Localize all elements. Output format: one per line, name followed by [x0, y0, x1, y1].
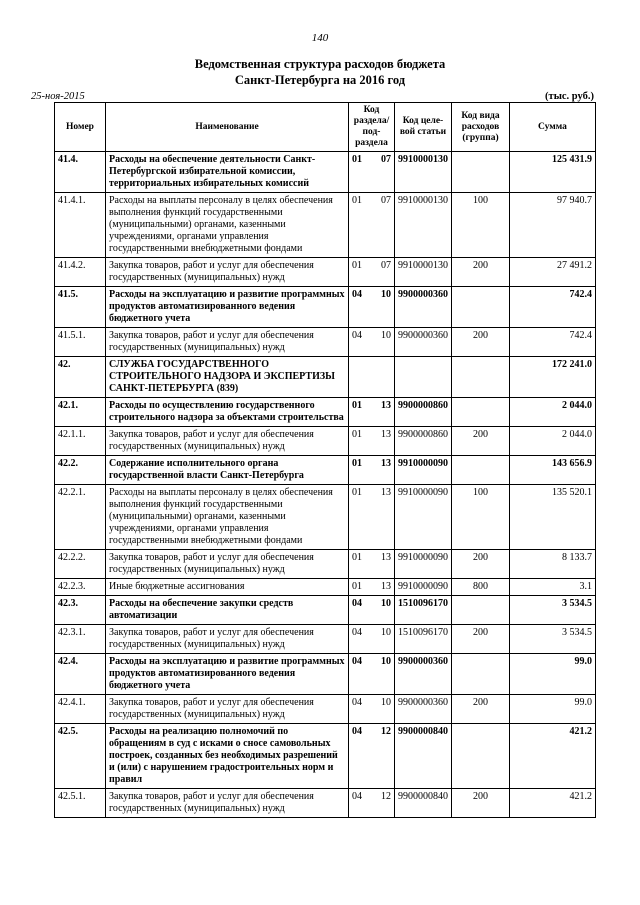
- table-body: [55, 152, 596, 818]
- row-section-code: 01: [352, 552, 362, 563]
- row-number: 42.2.3.: [55, 579, 106, 596]
- row-expense-type: 200: [452, 625, 510, 654]
- row-expense-type: 200: [452, 328, 510, 357]
- row-article: [395, 357, 452, 398]
- row-section: [349, 456, 395, 485]
- row-section: [349, 724, 395, 789]
- row-sum: 8 133.7: [510, 550, 596, 579]
- row-section-code: 04: [352, 656, 362, 667]
- row-section-code: 01: [352, 400, 362, 411]
- row-expense-type: 100: [452, 485, 510, 550]
- row-subsection-code: 10: [381, 627, 391, 638]
- row-name: Расходы на эксплуатацию и развитие программных продуктов автоматизированного ведения бюджетного учета: [106, 287, 349, 328]
- row-sum: 99.0: [510, 654, 596, 695]
- row-expense-type: 200: [452, 789, 510, 818]
- row-number: 41.5.: [55, 287, 106, 328]
- row-article: 9900000860: [395, 427, 452, 456]
- row-section: [349, 152, 395, 193]
- row-number: 42.4.1.: [55, 695, 106, 724]
- row-number: 42.1.1.: [55, 427, 106, 456]
- table-row: [55, 596, 596, 625]
- row-sum: 172 241.0: [510, 357, 596, 398]
- row-name: Закупка товаров, работ и услуг для обеспечения государственных (муниципальных) нужд: [106, 789, 349, 818]
- row-section-code: 01: [352, 195, 362, 206]
- row-name: Расходы на реализацию полномочий по обращениям в суд с исками о сносе самовольных построек, созданных без необходимых разрешений и (или) с нарушением градостроительных норм и правил: [106, 724, 349, 789]
- row-number: 42.1.: [55, 398, 106, 427]
- row-article: 1510096170: [395, 625, 452, 654]
- row-name: Закупка товаров, работ и услуг для обеспечения государственных (муниципальных) нужд: [106, 695, 349, 724]
- table-row: [55, 695, 596, 724]
- document-date: 25-ноя-2015: [31, 91, 85, 102]
- table-row: [55, 427, 596, 456]
- row-expense-type: 100: [452, 193, 510, 258]
- row-article: 9910000130: [395, 258, 452, 287]
- page-number: 140: [311, 32, 329, 44]
- row-section-code: 04: [352, 697, 362, 708]
- row-article: 9900000360: [395, 654, 452, 695]
- table-row: [55, 328, 596, 357]
- row-section: [349, 654, 395, 695]
- table-row: [55, 550, 596, 579]
- row-expense-type: [452, 287, 510, 328]
- header-name: Наименование: [106, 103, 349, 152]
- title-line-1: Ведомственная структура расходов бюджета: [194, 57, 446, 71]
- row-expense-type: 200: [452, 258, 510, 287]
- row-section-code: 01: [352, 487, 362, 498]
- row-name: Закупка товаров, работ и услуг для обеспечения государственных (муниципальных) нужд: [106, 427, 349, 456]
- row-sum: 3 534.5: [510, 596, 596, 625]
- row-subsection-code: 13: [381, 429, 391, 440]
- row-name: Расходы на эксплуатацию и развитие программных продуктов автоматизированного ведения бюджетного учета: [106, 654, 349, 695]
- row-section-code: 04: [352, 598, 362, 609]
- table-row: [55, 258, 596, 287]
- row-section-code: 04: [352, 627, 362, 638]
- header-number: Номер: [55, 103, 106, 152]
- row-sum: 742.4: [510, 287, 596, 328]
- row-section-code: 04: [352, 726, 362, 737]
- row-subsection-code: 10: [381, 656, 391, 667]
- row-sum: 421.2: [510, 789, 596, 818]
- table-row: [55, 789, 596, 818]
- table-row: [55, 724, 596, 789]
- row-number: 41.4.2.: [55, 258, 106, 287]
- row-name: Расходы на выплаты персоналу в целях обеспечения выполнения функций государственными (муниципальными) органами, казенными учреждениями, органами управления государственными внебюджетными фондами: [106, 485, 349, 550]
- row-name: Закупка товаров, работ и услуг для обеспечения государственных (муниципальных) нужд: [106, 328, 349, 357]
- row-expense-type: [452, 456, 510, 485]
- row-number: 42.3.: [55, 596, 106, 625]
- row-sum: 125 431.9: [510, 152, 596, 193]
- row-section: [349, 695, 395, 724]
- row-section: [349, 398, 395, 427]
- row-article: 9910000130: [395, 152, 452, 193]
- row-expense-type: 200: [452, 427, 510, 456]
- row-sum: 742.4: [510, 328, 596, 357]
- row-sum: 3.1: [510, 579, 596, 596]
- row-subsection-code: 12: [381, 726, 391, 737]
- header-section: Код раздела/ под- раздела: [349, 103, 395, 152]
- budget-table: [54, 102, 596, 818]
- row-number: 42.3.1.: [55, 625, 106, 654]
- row-section-code: 01: [352, 581, 362, 592]
- header-expense-type: Код вида расходов (группа): [452, 103, 510, 152]
- row-subsection-code: 10: [381, 598, 391, 609]
- row-section-code: 01: [352, 458, 362, 469]
- row-article: 9910000130: [395, 193, 452, 258]
- row-name: Расходы на выплаты персоналу в целях обеспечения выполнения функций государственными (муниципальными) органами, казенными учреждениями, органами управления государственными внебюджетными фондами: [106, 193, 349, 258]
- row-sum: 143 656.9: [510, 456, 596, 485]
- row-expense-type: [452, 654, 510, 695]
- row-section: [349, 287, 395, 328]
- row-number: 42.2.2.: [55, 550, 106, 579]
- row-subsection-code: 10: [381, 330, 391, 341]
- row-section: [349, 193, 395, 258]
- row-section: [349, 596, 395, 625]
- row-sum: 3 534.5: [510, 625, 596, 654]
- row-subsection-code: 13: [381, 581, 391, 592]
- title-line-2: Санкт-Петербурга на 2016 год: [234, 73, 406, 87]
- row-expense-type: 200: [452, 550, 510, 579]
- header-sum: Сумма: [510, 103, 596, 152]
- row-number: 41.5.1.: [55, 328, 106, 357]
- row-section: [349, 427, 395, 456]
- table-row: [55, 287, 596, 328]
- row-name: Расходы на обеспечение закупки средств автоматизации: [106, 596, 349, 625]
- row-number: 41.4.1.: [55, 193, 106, 258]
- row-section: [349, 328, 395, 357]
- row-section: [349, 357, 395, 398]
- row-subsection-code: 07: [381, 195, 391, 206]
- header-article: Код целе- вой статьи: [395, 103, 452, 152]
- table-row: [55, 152, 596, 193]
- document-title: [0, 56, 640, 88]
- row-expense-type: 800: [452, 579, 510, 596]
- row-subsection-code: 07: [381, 154, 391, 165]
- table-row: [55, 456, 596, 485]
- table-row: [55, 654, 596, 695]
- row-expense-type: [452, 398, 510, 427]
- row-expense-type: [452, 357, 510, 398]
- row-subsection-code: 13: [381, 400, 391, 411]
- row-expense-type: [452, 152, 510, 193]
- row-subsection-code: 10: [381, 289, 391, 300]
- table-row: [55, 485, 596, 550]
- row-section: [349, 550, 395, 579]
- row-article: 9900000360: [395, 328, 452, 357]
- row-article: 9900000360: [395, 287, 452, 328]
- row-sum: 97 940.7: [510, 193, 596, 258]
- row-section-code: 04: [352, 791, 362, 802]
- row-article: 9900000840: [395, 789, 452, 818]
- row-number: 42.5.1.: [55, 789, 106, 818]
- table-row: [55, 625, 596, 654]
- row-section-code: 04: [352, 289, 362, 300]
- row-number: 42.2.: [55, 456, 106, 485]
- table-row: [55, 579, 596, 596]
- row-subsection-code: 13: [381, 487, 391, 498]
- row-section-code: 01: [352, 429, 362, 440]
- row-subsection-code: 07: [381, 260, 391, 271]
- row-section-code: 01: [352, 260, 362, 271]
- row-subsection-code: 12: [381, 791, 391, 802]
- row-article: 9910000090: [395, 579, 452, 596]
- row-article: 9900000840: [395, 724, 452, 789]
- row-section-code: 04: [352, 330, 362, 341]
- table-row: [55, 357, 596, 398]
- table-header-row: [55, 103, 596, 152]
- row-article: 9910000090: [395, 550, 452, 579]
- row-sum: 135 520.1: [510, 485, 596, 550]
- table-row: [55, 398, 596, 427]
- row-sum: 2 044.0: [510, 398, 596, 427]
- row-article: 9910000090: [395, 485, 452, 550]
- row-section-code: 01: [352, 154, 362, 165]
- row-expense-type: [452, 596, 510, 625]
- row-article: 1510096170: [395, 596, 452, 625]
- row-number: 42.: [55, 357, 106, 398]
- row-name: Расходы на обеспечение деятельности Санкт-Петербургской избирательной комиссии, территориальных избирательных комиссий: [106, 152, 349, 193]
- row-name: Иные бюджетные ассигнования: [106, 579, 349, 596]
- row-expense-type: [452, 724, 510, 789]
- row-section: [349, 485, 395, 550]
- row-name: Закупка товаров, работ и услуг для обеспечения государственных (муниципальных) нужд: [106, 258, 349, 287]
- row-section: [349, 258, 395, 287]
- row-article: 9910000090: [395, 456, 452, 485]
- row-number: 42.4.: [55, 654, 106, 695]
- row-sum: 421.2: [510, 724, 596, 789]
- row-subsection-code: 13: [381, 552, 391, 563]
- row-sum: 2 044.0: [510, 427, 596, 456]
- row-article: 9900000360: [395, 695, 452, 724]
- table-row: [55, 193, 596, 258]
- row-number: 41.4.: [55, 152, 106, 193]
- row-sum: 27 491.2: [510, 258, 596, 287]
- row-number: 42.2.1.: [55, 485, 106, 550]
- row-sum: 99.0: [510, 695, 596, 724]
- row-name: Закупка товаров, работ и услуг для обеспечения государственных (муниципальных) нужд: [106, 550, 349, 579]
- row-section: [349, 625, 395, 654]
- units-label: (тыс. руб.): [545, 91, 594, 102]
- row-name: Расходы по осуществлению государственного строительного надзора за объектами строительства: [106, 398, 349, 427]
- row-section: [349, 579, 395, 596]
- row-article: 9900000860: [395, 398, 452, 427]
- row-name: Закупка товаров, работ и услуг для обеспечения государственных (муниципальных) нужд: [106, 625, 349, 654]
- row-subsection-code: 10: [381, 697, 391, 708]
- row-name: СЛУЖБА ГОСУДАРСТВЕННОГО СТРОИТЕЛЬНОГО НАДЗОРА И ЭКСПЕРТИЗЫ САНКТ-ПЕТЕРБУРГА (839): [106, 357, 349, 398]
- row-expense-type: 200: [452, 695, 510, 724]
- row-subsection-code: 13: [381, 458, 391, 469]
- row-number: 42.5.: [55, 724, 106, 789]
- row-name: Содержание исполнительного органа государственной власти Санкт-Петербурга: [106, 456, 349, 485]
- row-section: [349, 789, 395, 818]
